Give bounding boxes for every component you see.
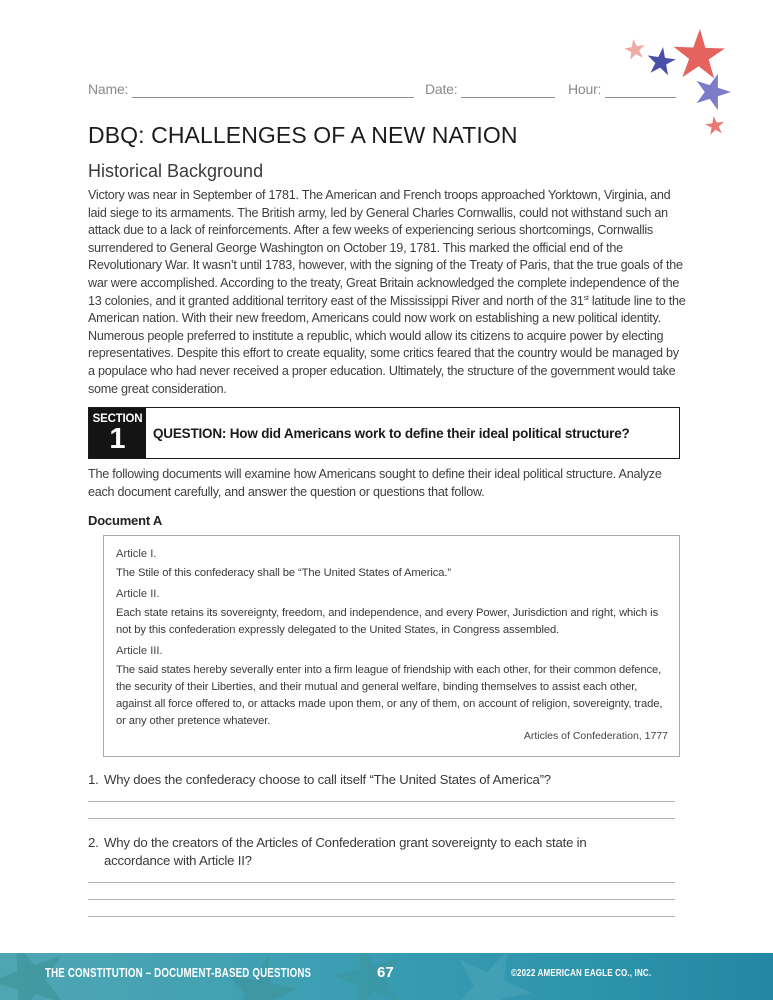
- copyright: ©2022 AMERICAN EAGLE CO., INC.: [511, 968, 652, 979]
- name-field[interactable]: [132, 97, 414, 98]
- background-text-part: Victory was near in September of 1781. The American and French troops approached Yorktown, Virginia, and laid siege to its armaments. The British army, led by General Charles Cornwallis, could not withstand such an attack due to a lack of reinforcements. After a few weeks of experiencing serious shortcomings, Cornwallis surrendered to General George Washington on October 19, 1781. This marked the official end of the Revolutionary War. It wasn’t until 1783, however, with the signing of the Treaty of Paris, that the true goals of the war were accomplished. According to the treaty, Great Britain acknowledged the complete independence of the 13 colonies, and it granted additional territory east of the Mississippi River and north of the 31: [88, 188, 683, 308]
- answer-line[interactable]: [88, 882, 675, 883]
- question-text-continued: accordance with Article II?: [104, 852, 252, 868]
- hour-label: Hour:: [568, 81, 602, 97]
- answer-line[interactable]: [88, 916, 675, 917]
- article-body: The Stile of this confederacy shall be “The United States of America.”: [116, 567, 452, 579]
- section-tag: [89, 408, 146, 458]
- question-number: 2.: [88, 835, 99, 850]
- article-title: Article III.: [116, 645, 163, 657]
- question-1: [88, 771, 551, 789]
- date-field[interactable]: [461, 97, 555, 98]
- historical-background-heading: Historical Background: [88, 161, 264, 181]
- document-citation: Articles of Confederation, 1777: [523, 730, 668, 742]
- question-2: [88, 834, 587, 869]
- page-title: DBQ: CHALLENGES OF A NEW NATION: [88, 122, 518, 148]
- question-number: 1.: [88, 772, 99, 787]
- question-text: Why do the creators of the Articles of Confederation grant sovereignty to each state in: [104, 835, 587, 850]
- page-number: 67: [377, 964, 394, 981]
- background-text-part: latitude line to the American nation. With their new freedom, Americans could now work on establishing a new political identity. Numerous people preferred to institute a republic, which would allow its citizens to acquire power by electing representatives. Despite this effort to create equality, some critics feared that the country would be managed by a populace who had never received a proper education. Ultimately, the structure of the government would take some great consideration.: [88, 293, 686, 396]
- name-label: Name:: [88, 81, 129, 97]
- footer-title: THE CONSTITUTION – DOCUMENT-BASED QUESTIONS: [45, 966, 312, 980]
- star-icon: [704, 115, 725, 136]
- historical-background-text: [88, 187, 688, 398]
- star-icon: [623, 37, 647, 60]
- article-title: Article I.: [116, 548, 157, 560]
- page-footer: [0, 953, 773, 1000]
- article-title: Article II.: [116, 588, 160, 600]
- date-label: Date:: [425, 81, 458, 97]
- article-body: The said states hereby severally enter into a firm league of friendship with each other, for their common defence, the security of their Liberties, and their mutual and general welfare, binding themselves to assist each other, against all force offered to, or attacks made upon them, or any of them, on account of religion, sovereignty, trade, or any other pretence whatever.: [116, 664, 663, 727]
- section-number: 1: [109, 423, 126, 455]
- section-intro: The following documents will examine how Americans sought to define their ideal political structure. Analyze each document carefully, and answer the question or questions that follow.: [88, 467, 662, 499]
- document-label: Document A: [88, 513, 163, 528]
- section-word: SECTION: [92, 413, 143, 425]
- document-a-box: [103, 535, 680, 757]
- section-question: QUESTION: How did Americans work to define their ideal political structure?: [153, 426, 630, 441]
- article-body: Each state retains its sovereignty, freedom, and independence, and every Power, Jurisdiction and right, which is not by this confederation expressly delegated to the United States, in Congress assembled.: [116, 607, 659, 636]
- superscript-st: st: [583, 294, 589, 302]
- answer-line[interactable]: [88, 818, 675, 819]
- answer-line[interactable]: [88, 801, 675, 802]
- stars-decoration: [615, 22, 745, 142]
- star-icon: [673, 28, 726, 79]
- section-question-box: [88, 407, 680, 459]
- answer-line[interactable]: [88, 899, 675, 900]
- question-text: Why does the confederacy choose to call itself “The United States of America”?: [104, 772, 551, 787]
- star-icon: [645, 45, 677, 76]
